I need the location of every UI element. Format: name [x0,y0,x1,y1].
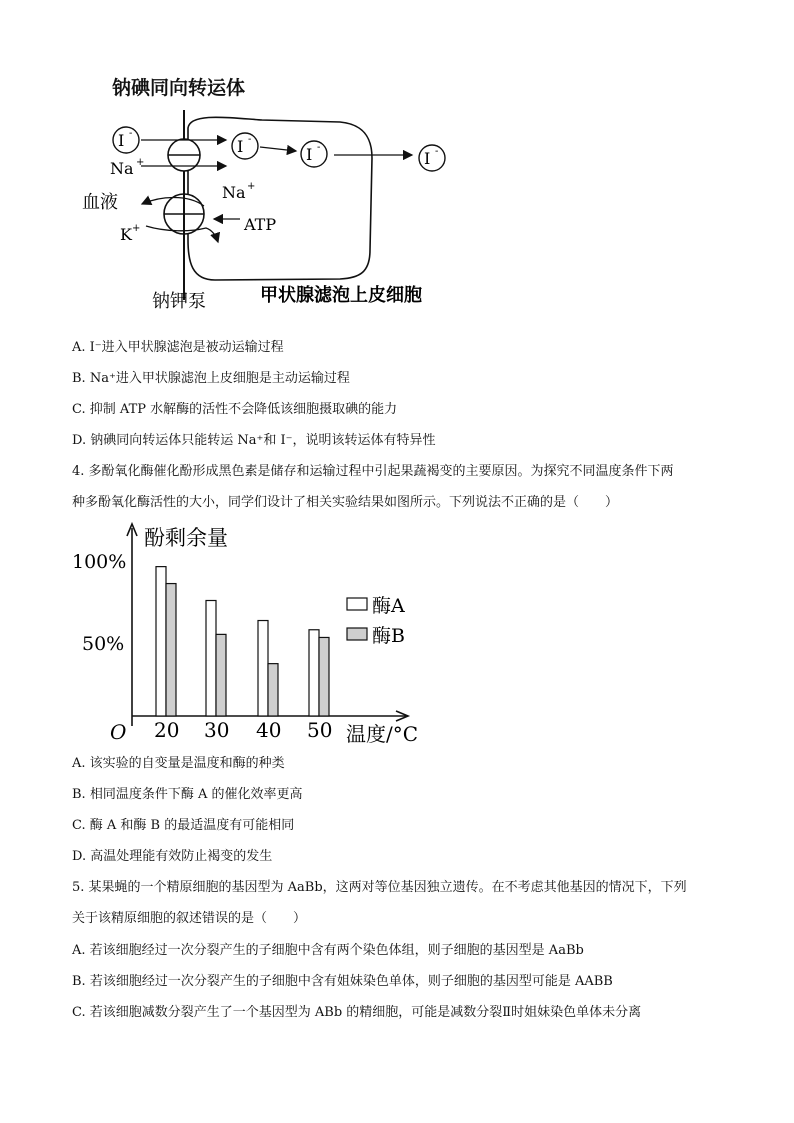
y-tick-50: 50% [82,633,125,655]
pump-label: 钠钾泵 [152,291,206,312]
iodide-ion-cell-1 [232,133,258,159]
q5-stem-line2: 关于该精原细胞的叙述错误的是（ ） [72,911,307,926]
cotransporter-label: 钠碘同向转运体 [112,77,246,99]
iodide-cell-arrow-1 [260,147,296,151]
q4-option-b: B. 相同温度条件下酶 A 的催化效率更高 [72,787,303,802]
blood-label: 血液 [82,192,118,213]
cell-membrane [188,117,372,280]
q4-option-c: C. 酶 A 和酶 B 的最适温度有可能相同 [72,818,295,833]
svg-text:-: - [435,146,439,157]
svg-text:+: + [247,181,256,192]
cell-label: 甲状腺滤泡上皮细胞 [260,285,422,306]
legend-label-enzyme-a: 酶A [372,595,405,617]
svg-text:I: I [118,131,125,150]
sodium-label-pump: Na [222,183,246,202]
q3-option-a: A. I⁻进入甲状腺滤泡是被动运输过程 [72,340,284,355]
q4-option-d: D. 高温处理能有效防止褐变的发生 [72,849,273,864]
x-tick-40: 40 [256,718,282,742]
bar-enzyme-b-40 [268,664,278,716]
enzyme-bar-chart [60,520,440,750]
svg-text:I: I [306,145,313,164]
q5-option-c: C. 若该细胞减数分裂产生了一个基因型为 ABb 的精细胞，可能是减数分裂Ⅱ时姐妹染色单体未分离 [72,1005,642,1020]
q4-option-a: A. 该实验的自变量是温度和酶的种类 [72,756,285,771]
iodide-ion-blood [113,127,139,153]
q5-option-b: B. 若该细胞经过一次分裂产生的子细胞中含有姐妹染色单体，则子细胞的基因型可能是 AABB [72,974,613,989]
x-tick-20: 20 [154,718,180,742]
chart-title: 酚剩余量 [144,526,228,550]
transport-diagram [0,0,794,320]
bar-enzyme-b-50 [319,637,329,716]
q3-option-c: C. 抑制 ATP 水解酶的活性不会降低该细胞摄取碘的能力 [72,402,398,417]
svg-text:I: I [424,149,431,168]
bar-enzyme-b-30 [216,634,226,716]
q4-stem-line2: 种多酚氧化酶活性的大小，同学们设计了相关实验结果如图所示。下列说法不正确的是（ ） [72,495,619,510]
svg-text:+: + [132,223,141,234]
svg-text:-: - [129,128,133,139]
q5-option-a: A. 若该细胞经过一次分裂产生的子细胞中含有两个染色体组，则子细胞的基因型是 AaBb [72,943,584,958]
bar-enzyme-a-20 [156,567,166,716]
svg-text:-: - [317,142,321,153]
x-tick-50: 50 [307,718,333,742]
potassium-label: K [120,225,132,244]
legend-label-enzyme-b: 酶B [372,625,405,647]
y-tick-100: 100% [72,551,127,573]
atp-label: ATP [244,215,277,234]
bar-enzyme-a-50 [309,630,319,716]
x-tick-30: 30 [204,718,230,742]
sodium-label-symporter: Na [110,159,134,178]
origin-label: O [110,720,127,744]
x-axis-label: 温度/°C [346,722,419,746]
svg-text:+: + [136,157,145,168]
svg-text:-: - [248,134,252,145]
svg-text:I: I [237,137,244,156]
iodide-ion-cell-2 [301,141,327,167]
legend-swatch-enzyme-b [347,628,367,640]
bar-enzyme-b-20 [166,584,176,716]
iodide-ion-lumen [419,145,445,171]
bar-enzyme-a-30 [206,601,216,717]
q3-option-b: B. Na⁺进入甲状腺滤泡上皮细胞是主动运输过程 [72,371,350,386]
bar-enzyme-a-40 [258,621,268,716]
q3-option-d: D. 钠碘同向转运体只能转运 Na⁺和 I⁻，说明该转运体有特异性 [72,433,436,448]
q4-stem-line1: 4. 多酚氧化酶催化酚形成黑色素是储存和运输过程中引起果蔬褐变的主要原因。为探究不同温度条件下两 [72,464,674,479]
q5-stem-line1: 5. 某果蝇的一个精原细胞的基因型为 AaBb，这两对等位基因独立遗传。在不考虑其他基因的情况下，下列 [72,880,687,895]
legend-swatch-enzyme-a [347,598,367,610]
